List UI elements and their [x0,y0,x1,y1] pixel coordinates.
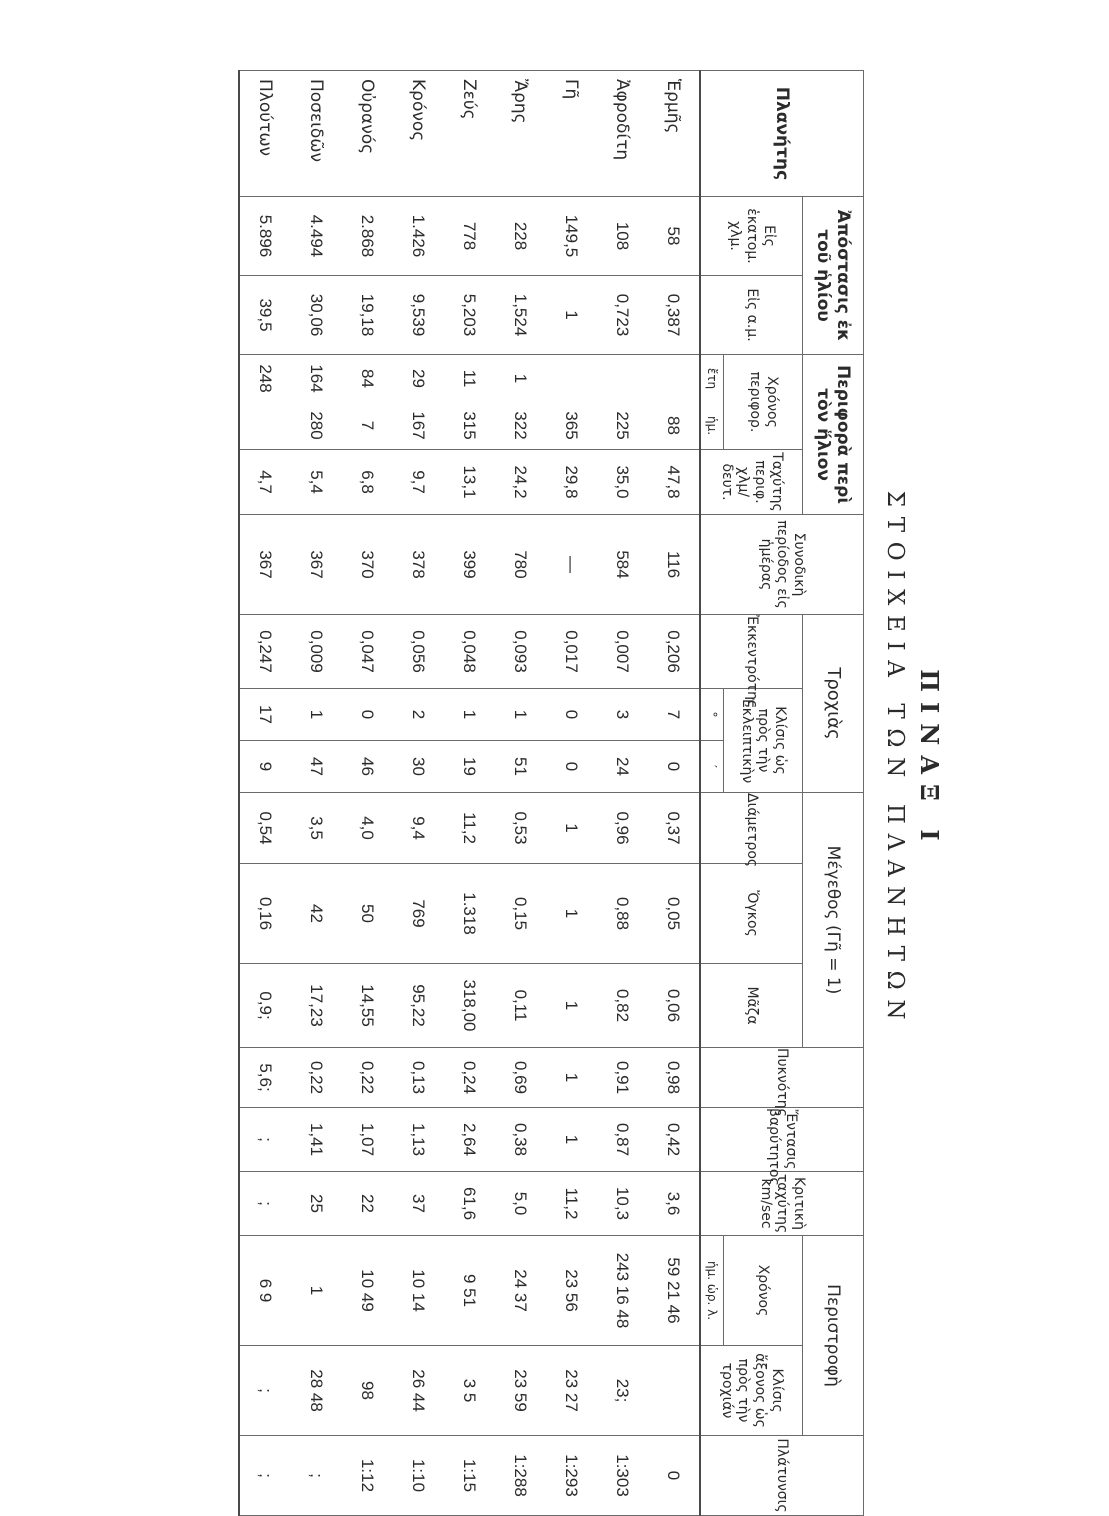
mass-cell: 318,00 [444,964,495,1048]
flattening-cell: 1:293 [546,1436,597,1516]
distance-km-cell: 108 [597,197,648,276]
flattening-cell: ; [291,1436,342,1516]
distance-au-cell: 0,723 [597,276,648,355]
synodic-period-cell: 584 [597,515,648,615]
gravity-cell: 0,38 [495,1108,546,1172]
axis-tilt-cell: 28 48 [291,1346,342,1436]
rotation-time-cell: 6 9 [239,1236,291,1346]
table-row [393,71,444,1516]
eccentricity-cell: 0,007 [597,615,648,689]
distance-au-cell: 1 [546,276,597,355]
header-gravity: Ἔντασις βαρύτητος [700,1108,864,1172]
axis-tilt-cell: 3 5 [444,1346,495,1436]
volume-cell: 0,88 [597,864,648,964]
critical-speed-cell: 61,6 [444,1172,495,1236]
distance-km-cell: 1.426 [393,197,444,276]
orbital-speed-cell: 24,2 [495,450,546,515]
orbital-period-cell [495,355,546,450]
synodic-period-cell: 370 [342,515,393,615]
period-years: 84 [358,369,378,388]
orbital-period-cell [393,355,444,450]
orbital-period-cell [342,355,393,450]
orbital-period-cell [597,355,648,450]
period-years: 248 [256,364,276,393]
mass-cell: 14,55 [342,964,393,1048]
synodic-period-cell: 780 [495,515,546,615]
synodic-period-cell: — [546,515,597,615]
gravity-cell: 1 [546,1108,597,1172]
header-orbital-period: Χρόνος περιφορ. [724,355,803,450]
header-rotation-units: ἡμ. ὡρ. λ. [700,1236,724,1346]
volume-cell: 0,05 [648,864,700,964]
rotation-time-cell: 1 [291,1236,342,1346]
distance-au-cell: 0,387 [648,276,700,355]
orbital-speed-cell: 29,8 [546,450,597,515]
flattening-cell: 0 [648,1436,700,1516]
header-orbit-group: Περιφορὰ περὶ τὸν ἥλιον [803,355,864,515]
period-days: 280 [307,411,327,440]
unit-degrees: ° [700,689,724,741]
distance-au-cell: 30,06 [291,276,342,355]
distance-au-cell: 39,5 [239,276,291,355]
volume-cell: 42 [291,864,342,964]
mass-cell: 17,23 [291,964,342,1048]
flattening-cell: 1:303 [597,1436,648,1516]
header-synodic-period: Συνοδικὴ περίοδος εἰς ἡμέρας [700,515,864,615]
critical-speed-cell: 5,0 [495,1172,546,1236]
header-distance-group: Ἀπόστασις ἐκ τοῦ ἡλίου [803,197,864,355]
axis-tilt-cell: 26 44 [393,1346,444,1436]
mass-cell: 95,22 [393,964,444,1048]
eccentricity-cell: 0,017 [546,615,597,689]
gravity-cell: 1,41 [291,1108,342,1172]
synodic-period-cell: 399 [444,515,495,615]
distance-km-cell: 5.896 [239,197,291,276]
volume-cell: 769 [393,864,444,964]
header-volume: Ὄγκος [700,864,803,964]
density-cell: 0,98 [648,1048,700,1108]
distance-au-cell: 5,203 [444,276,495,355]
density-cell: 0,13 [393,1048,444,1108]
density-cell: 0,91 [597,1048,648,1108]
distance-km-cell: 58 [648,197,700,276]
diameter-cell: 9,4 [393,793,444,864]
rotation-time-cell: 23 56 [546,1236,597,1346]
inclination-min-cell: 47 [291,741,342,793]
eccentricity-cell: 0,047 [342,615,393,689]
planet-name-cell: Ἀφροδίτη [597,71,648,197]
density-cell: 0,69 [495,1048,546,1108]
inclination-min-cell: 24 [597,741,648,793]
planet-name-cell: Κρόνος [393,71,444,197]
rotation-time-cell: 59 21 46 [648,1236,700,1346]
period-years: 164 [307,364,327,393]
critical-speed-cell: 3,6 [648,1172,700,1236]
distance-au-cell: 1,524 [495,276,546,355]
inclination-deg-cell: 1 [495,689,546,741]
period-days: 7 [358,420,378,431]
period-days: 167 [409,411,429,440]
rotation-time-cell: 10 49 [342,1236,393,1346]
critical-speed-cell: 22 [342,1172,393,1236]
diameter-cell: 4,0 [342,793,393,864]
rotation-time-cell: 9 51 [444,1236,495,1346]
orbital-speed-cell: 13,1 [444,450,495,515]
eccentricity-cell: 0,206 [648,615,700,689]
period-days: 88 [664,416,684,435]
eccentricity-cell: 0,093 [495,615,546,689]
axis-tilt-cell: 23; [597,1346,648,1436]
density-cell: 0,22 [291,1048,342,1108]
inclination-deg-cell: 7 [648,689,700,741]
planet-name-cell: Ποσειδῶν [291,71,342,197]
table-row [597,71,648,1516]
header-orbital-speed: Ταχύτης περιφ. χλμ/δευτ. [700,450,803,515]
density-cell: 0,22 [342,1048,393,1108]
critical-speed-cell: 11,2 [546,1172,597,1236]
gravity-cell: 1,13 [393,1108,444,1172]
density-cell: 0,24 [444,1048,495,1108]
header-density: Πυκνότης [700,1048,864,1108]
distance-au-cell: 19,18 [342,276,393,355]
header-mass: Μᾶζα [700,964,803,1048]
inclination-min-cell: 51 [495,741,546,793]
axis-tilt-cell: ; [239,1346,291,1436]
table-row [291,71,342,1516]
orbital-speed-cell: 6,8 [342,450,393,515]
unit-years: ἔτη [705,367,720,390]
mass-cell: 1 [546,964,597,1048]
inclination-deg-cell: 0 [342,689,393,741]
inclination-min-cell: 0 [546,741,597,793]
density-cell: 1 [546,1048,597,1108]
inclination-deg-cell: 3 [597,689,648,741]
inclination-min-cell: 9 [239,741,291,793]
axis-tilt-cell: 23 59 [495,1346,546,1436]
axis-tilt-cell: 98 [342,1346,393,1436]
header-distance-km: Εἰς ἑκατομ. χλμ. [700,197,803,276]
period-days: 225 [613,411,633,440]
header-critical-speed: Κριτικὴ ταχύτης km/sec [700,1172,864,1236]
orbital-speed-cell: 5,4 [291,450,342,515]
period-years: 29 [409,369,429,388]
rotation-time-cell: 243 16 48 [597,1236,648,1346]
period-days: 322 [511,411,531,440]
diameter-cell: 0,37 [648,793,700,864]
axis-tilt-cell: 23 27 [546,1346,597,1436]
mass-cell: 0,06 [648,964,700,1048]
header-axis-tilt: Κλίσις ἄξονος ὡς πρὸς τὴν τροχιάν [700,1346,803,1436]
header-size-group: Μέγεθος (Γῆ = 1) [803,793,864,1048]
critical-speed-cell: ; [239,1172,291,1236]
diameter-cell: 11,2 [444,793,495,864]
table-row [239,71,291,1516]
inclination-min-cell: 19 [444,741,495,793]
rotated-page [160,70,950,1513]
diameter-cell: 1 [546,793,597,864]
density-cell: 5,6; [239,1048,291,1108]
diameter-cell: 0,96 [597,793,648,864]
distance-km-cell: 2.868 [342,197,393,276]
orbital-speed-cell: 9,7 [393,450,444,515]
header-period-units [700,355,724,450]
critical-speed-cell: 37 [393,1172,444,1236]
period-years: 1 [511,373,531,384]
inclination-deg-cell: 1 [444,689,495,741]
orbital-period-cell [648,355,700,450]
critical-speed-cell: 25 [291,1172,342,1236]
orbital-period-cell [239,355,291,450]
synodic-period-cell: 367 [291,515,342,615]
flattening-cell: 1:10 [393,1436,444,1516]
synodic-period-cell: 378 [393,515,444,615]
table-row [342,71,393,1516]
orbital-speed-cell: 35,0 [597,450,648,515]
inclination-min-cell: 46 [342,741,393,793]
orbital-period-cell [444,355,495,450]
period-years: 11 [460,369,480,388]
table-row [648,71,700,1516]
distance-km-cell: 4.494 [291,197,342,276]
planet-name-cell: Πλούτων [239,71,291,197]
planet-name-cell: Ἄρης [495,71,546,197]
inclination-deg-cell: 17 [239,689,291,741]
distance-km-cell: 149,5 [546,197,597,276]
period-days: 365 [562,411,582,440]
flattening-cell: 1:288 [495,1436,546,1516]
diameter-cell: 0,53 [495,793,546,864]
volume-cell: 0,16 [239,864,291,964]
distance-au-cell: 9,539 [393,276,444,355]
header-rotation-time: Χρόνος [724,1236,803,1346]
mass-cell: 0,11 [495,964,546,1048]
inclination-deg-cell: 1 [291,689,342,741]
mass-cell: 0,82 [597,964,648,1048]
header-planet: Πλανήτης [700,71,864,197]
table-row [495,71,546,1516]
mass-cell: 0,9; [239,964,291,1048]
table-title: ΠΙΝΑΞ Ι [915,669,944,851]
eccentricity-cell: 0,056 [393,615,444,689]
gravity-cell: 0,87 [597,1108,648,1172]
eccentricity-cell: 0,009 [291,615,342,689]
distance-km-cell: 228 [495,197,546,276]
diameter-cell: 3,5 [291,793,342,864]
rotation-time-cell: 24 37 [495,1236,546,1346]
orbital-speed-cell: 47,8 [648,450,700,515]
planet-name-cell: Ἑρμῆς [648,71,700,197]
header-diameter: Διάμετρος [700,793,803,864]
planet-data-table [238,70,864,1516]
volume-cell: 50 [342,864,393,964]
header-rotation-group: Περιστροφὴ [803,1236,864,1436]
synodic-period-cell: 367 [239,515,291,615]
planet-name-cell: Οὐρανός [342,71,393,197]
gravity-cell: ; [239,1108,291,1172]
unit-days: ἡμ. [705,415,720,436]
inclination-deg-cell: 2 [393,689,444,741]
flattening-cell: 1:12 [342,1436,393,1516]
eccentricity-cell: 0,048 [444,615,495,689]
orbital-speed-cell: 4,7 [239,450,291,515]
volume-cell: 1 [546,864,597,964]
diameter-cell: 0,54 [239,793,291,864]
planet-name-cell: Γῆ [546,71,597,197]
axis-tilt-cell [648,1346,700,1436]
header-eccentricity: Ἐκκεντρότης [700,615,803,689]
distance-km-cell: 778 [444,197,495,276]
table-row [546,71,597,1516]
table-subtitle: ΣΤΟΙΧΕΙΑ ΤΩΝ ΠΛΑΝΗΤΩΝ [882,490,908,1030]
header-distance-au: Εἰς α.μ. [700,276,803,355]
inclination-deg-cell: 0 [546,689,597,741]
eccentricity-cell: 0,247 [239,615,291,689]
synodic-period-cell: 116 [648,515,700,615]
volume-cell: 1.318 [444,864,495,964]
header-inclination: Κλίσις ὡς πρὸς τὴν Ἐκλειπτικὴν [724,689,803,793]
gravity-cell: 0,42 [648,1108,700,1172]
gravity-cell: 2,64 [444,1108,495,1172]
table-row [444,71,495,1516]
critical-speed-cell: 10,3 [597,1172,648,1236]
rotation-time-cell: 10 14 [393,1236,444,1346]
header-flattening: Πλάτυνσις [700,1436,864,1516]
period-days: 315 [460,411,480,440]
flattening-cell: 1:15 [444,1436,495,1516]
header-trajectory-group: Τροχιὰς [803,615,864,793]
inclination-min-cell: 30 [393,741,444,793]
planet-rows [239,71,700,1516]
gravity-cell: 1,07 [342,1108,393,1172]
orbital-period-cell [546,355,597,450]
orbital-period-cell [291,355,342,450]
volume-cell: 0,15 [495,864,546,964]
planet-name-cell: Ζεύς [444,71,495,197]
inclination-min-cell: 0 [648,741,700,793]
flattening-cell: ; [239,1436,291,1516]
unit-minutes: ′ [700,741,724,793]
